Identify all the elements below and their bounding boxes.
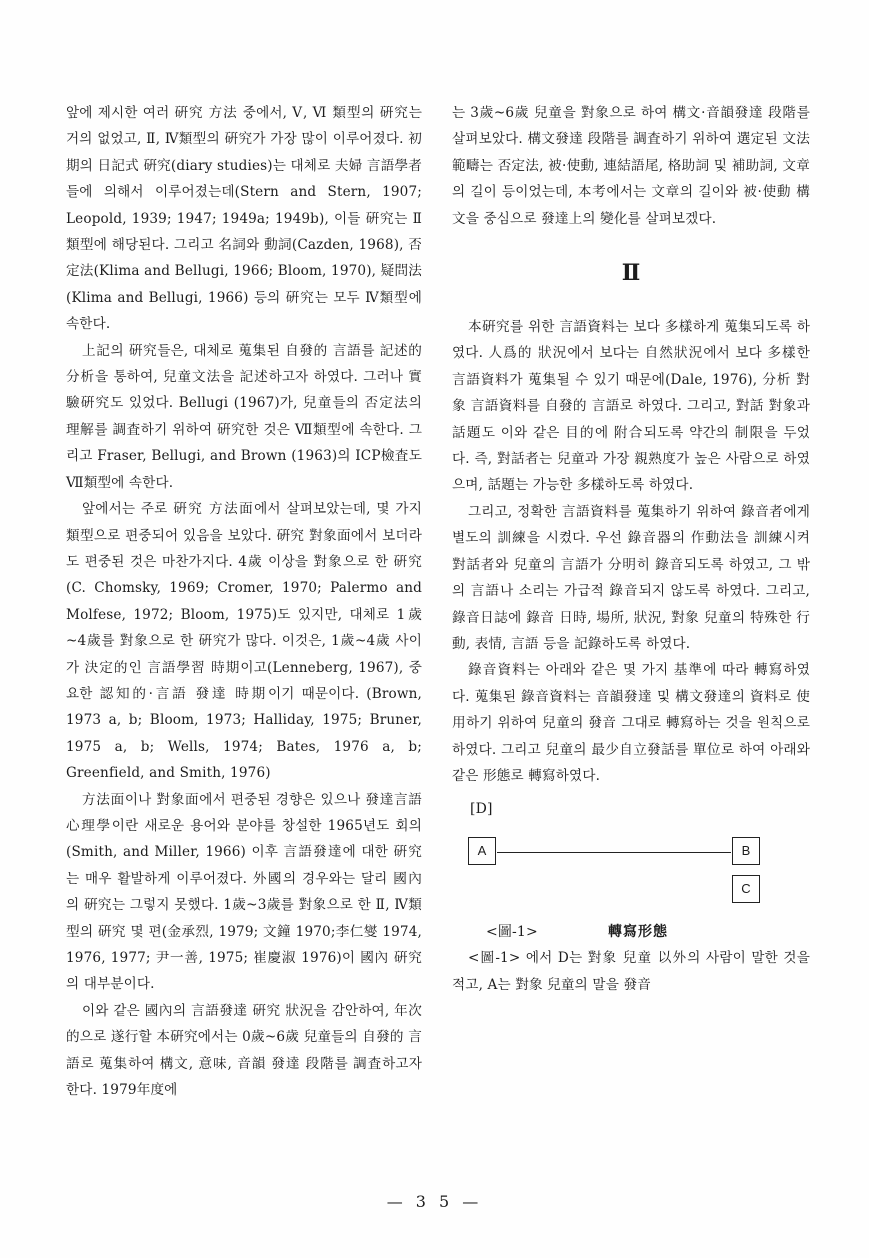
right-paragraph-2: 그리고, 정확한 言語資料를 蒐集하기 위하여 錄音者에게 별도의 訓練을 시켰다. 우선 錄音器의 作動法을 訓練시켜 對話者와 兒童의 言語가 分明히 錄音되도록 하였고, 그 밖의 言語나 소리는 가급적 錄音되지 않도록 하였다. 그리고, 錄音日誌에 錄音 日時, 場所, 狀況, 對象 兒童의 特殊한 行動, 表情, 言語 등을 記錄하도록 하였다. — [452, 503, 810, 652]
right-after-figure-paragraph: <圖-1> 에서 D는 對象 兒童 以外의 사람이 말한 것을 적고, A는 對象 兒童의 말을 發音 — [452, 950, 810, 993]
left-paragraph-2: 上記의 硏究들은, 대체로 蒐集된 自發的 言語를 記述的 分析을 통하여, 兒童文法을 記述하고자 하였다. 그러나 實驗硏究도 있었다. Bellugi (1967)가, 兒童들의 否定法의 理解를 調査하기 위하여 硏究한 것은 Ⅶ類型에 속한다. 그리고 Fraser, Bellugi, and Brown (1963)의 ICP檢査도 Ⅶ類型에 속한다. — [66, 342, 422, 491]
left-paragraph-4: 方法面이나 對象面에서 편중된 경향은 있으나 發達言語心理學이란 새로운 용어와 분야를 창설한 1965년도 회의(Smith, and Miller, 1966) 이후 言語發達에 대한 硏究는 매우 활발하게 이루어졌다. 外國의 경우와는 달리 國內의 硏究는 그렇지 못했다. 1歲~3歲를 對象으로 한 Ⅱ, Ⅳ類型의 硏究 몇 편(金承烈, 1979; 文鐘 1970;李仁燮 1974, 1976, 1977; 尹一善, 1975; 崔慶淑 1976)이 國內 硏究의 대부분이다. — [66, 791, 422, 993]
right-paragraph-1: 本硏究를 위한 言語資料는 보다 多樣하게 蒐集되도록 하였다. 人爲的 狀況에서 보다는 自然狀況에서 보다 多樣한 言語資料가 蒐集될 수 있기 때문에(Dale, 1976), 分析 對象 言語資料를 自發的 言語로 하였다. 그리고, 對話 對象과 話題도 이와 같은 目的에 附合되도록 약간의 制限을 두었다. 즉, 對話者는 兒童과 가장 親熟度가 높은 사람으로 하였으며, 話題는 가능한 多樣하도록 하였다. — [452, 319, 810, 494]
section-heading: Ⅱ — [621, 260, 641, 287]
left-paragraph-3: 앞에서는 주로 硏究 方法面에서 살펴보았는데, 몇 가지 類型으로 편중되어 있음을 보았다. 硏究 對象面에서 보더라도 편중된 것은 마찬가지다. 4歲 이상을 對象으로 한 硏究(C. Chomsky, 1969; Cromer, 1970; Palermo and Molfese, 1972; Bloom, 1975)도 있지만, 대체로 1歲~4歲를 對象으로 한 硏究가 많다. 이것은, 1歲~4歲 사이가 決定的인 言語學習 時期이고(Lenneberg, 1967), 중요한 認知的·言語 發達 時期이기 때문이다. (Brown, 1973 a, b; Bloom, 1973; Halliday, 1975; Bruner, 1975 a, b; Wells, 1974; Bates, 1976 a, b; Greenfield, and Smith, 1976) — [66, 501, 422, 782]
left-paragraph-1: 앞에 제시한 여러 硏究 方法 중에서, Ⅴ, Ⅵ 類型의 硏究는 거의 없었고, Ⅱ, Ⅳ類型의 硏究가 가장 많이 이루어졌다. 初期의 日記式 硏究(diary studies)는 대체로 夫婦 言語學者들에 의해서 이루어졌는데(Stern and Stern, 1907; Leopold, 1939; 1947; 1949a; 1949b), 이들 硏究는 Ⅱ類型에 해당된다. 그리고 名詞와 動詞(Cazden, 1968), 否定法(Klima and Bellugi, 1966; Bloom, 1970), 疑問法(Klima and Bellugi, 1966) 등의 硏究는 모두 Ⅳ類型에 속한다. — [66, 105, 422, 333]
figure-d-label: [D] — [470, 801, 493, 818]
figure-box-a: A — [468, 837, 496, 865]
transcription-figure — [452, 797, 810, 945]
left-paragraph-5: 이와 같은 國內의 言語發達 硏究 狀況을 감안하여, 年次的으로 遂行할 本硏究에서는 0歲~6歲 兒童들의 自發的 言語로 蒐集하여 構文, 意味, 音韻 發達 段階를 調査하고자 한다. 1979年度에 — [66, 1002, 422, 1099]
figure-connector-line — [497, 852, 731, 853]
right-intro-paragraph: 는 3歲~6歲 兒童을 對象으로 하여 構文·音韻發達 段階를 살펴보았다. 構文發達 段階를 調査하기 위하여 選定된 文法 範疇는 否定法, 被·使動, 連結語尾, 格助詞 및 補助詞, 文章의 길이 등이었는데, 本考에서는 文章의 길이와 被·使動 構文을 중심으로 發達上의 變化를 살펴보겠다. — [452, 105, 810, 227]
figure-box-c: C — [732, 875, 760, 903]
page-number: — 3 5 — — [386, 1192, 483, 1211]
right-column — [452, 100, 810, 998]
right-paragraph-3: 錄音資料는 아래와 같은 몇 가지 基準에 따라 轉寫하였다. 蒐集된 錄音資料는 音韻發達 및 構文發達의 資料로 使用하기 위하여 兒童의 發音 그대로 轉寫하는 것을 원칙으로 하였다. 그리고 兒童의 最少自立發話를 單位로 하여 아래와 같은 形態로 轉寫하였다. — [452, 662, 810, 784]
figure-caption-title: 轉寫形態 — [608, 924, 668, 941]
figure-box-b: B — [732, 837, 760, 865]
left-column — [66, 100, 422, 1103]
figure-caption-number: <圖-1> — [486, 924, 538, 941]
